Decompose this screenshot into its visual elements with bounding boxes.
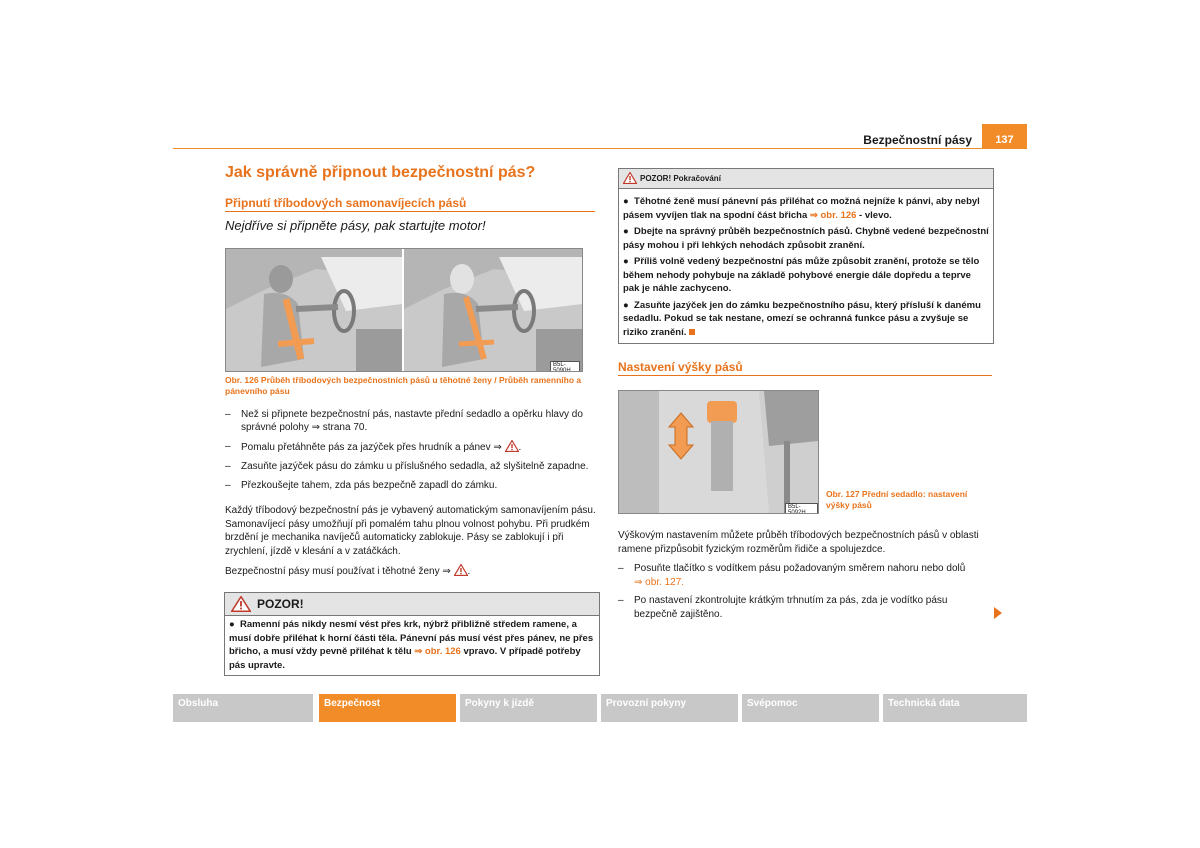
nav-tab-pokyny-k-jizde[interactable]: Pokyny k jízdě xyxy=(460,694,597,722)
header-rule xyxy=(173,148,1027,149)
bullet-icon: ● xyxy=(229,619,241,630)
nav-tab-bezpecnost[interactable]: Bezpečnost xyxy=(319,694,456,722)
figure-126 xyxy=(225,248,583,372)
figure-126-right-panel xyxy=(404,249,580,371)
figure-code: B5L-5090H xyxy=(550,361,580,372)
bullet-icon: ● xyxy=(623,256,635,267)
warning-header xyxy=(619,169,993,189)
paragraph: Výškovým nastavením můžete průběh tříbodových bezpečnostních pásů v oblasti ramene přizpůsobit fyzickým rozměrům řidiče a spolujezdce. xyxy=(618,530,979,555)
warning-title: POZOR! xyxy=(257,597,304,611)
list-item: – Než si připnete bezpečnostní pás, nastavte přední sedadlo a opěrku hlavy do správné polohy ⇒ strana 70. xyxy=(225,409,583,433)
warning-icon xyxy=(454,564,468,576)
end-of-section-icon xyxy=(689,329,695,335)
list-item: – Posuňte tlačítko s vodítkem pásu požadovaným směrem nahoru nebo dolů ⇒ obr. 127. xyxy=(618,563,966,588)
figure-126-caption: Obr. 126 Průběh tříbodových bezpečnostních pásů u těhotné ženy / Průběh ramenního a pánevního pásu xyxy=(225,375,582,396)
step-list xyxy=(618,562,992,626)
figure-reference-link[interactable]: ⇒ obr. 127. xyxy=(634,576,685,588)
subtitle-rule xyxy=(225,211,595,212)
section-subtitle: Nastavení výšky pásů xyxy=(618,360,743,374)
figure-127 xyxy=(618,390,819,514)
warning-icon xyxy=(231,596,251,612)
chapter-nav xyxy=(173,694,1027,722)
warning-title: POZOR! Pokračování xyxy=(640,174,721,183)
nav-tab-provozni-pokyny[interactable]: Provozní pokyny xyxy=(601,694,738,722)
warning-header xyxy=(225,593,599,616)
page-title: Jak správně připnout bezpečnostní pás? xyxy=(225,164,536,181)
bullet-icon: ● xyxy=(623,226,635,237)
figure-reference-link[interactable]: ⇒ obr. 126 xyxy=(809,209,857,221)
figure-code: B5L-5092H xyxy=(785,503,818,514)
list-item: ● Těhotné ženě musí pánevní pás přiléhat co možná nejníže k pánvi, aby nebyl pásem vyvíjen tlak na spodní část břicha ⇒ obr. 126 - vlevo. xyxy=(623,196,980,221)
page-number: 137 xyxy=(982,124,1027,148)
warning-text: ● Ramenní pás nikdy nesmí vést přes krk, nýbrž přibližně středem ramene, a musí dobře přiléhat k horní části těla. Pánevní pás musí vést přes pánev, ne přes břicho, a musí vždy pevně přiléhat k tělu ⇒ obr. 126 vpravo. V případě potřeby pás upravte. xyxy=(229,619,594,671)
next-page-arrow-icon[interactable] xyxy=(994,607,1002,619)
figure-reference-link[interactable]: ⇒ obr. 126 xyxy=(414,646,461,657)
list-item: ● Příliš volně vedený bezpečnostní pás může způsobit zranění, protože se tělo během nehody pohybuje na základě pohybové energie dále dopředu a teprve pak je náhle zachyceno. xyxy=(623,256,980,294)
paragraph-pregnant: Bezpečnostní pásy musí používat i těhotné ženy ⇒ . xyxy=(225,566,471,577)
list-item: ● Zasuňte jazýček jen do zámku bezpečnostního pásu, který přísluší k danému sedadlu. Pokud se tak nestane, omezí se ochranná funkce pásu a zvyšuje se riziko zranění. xyxy=(623,299,981,338)
list-item: – Po nastavení zkontrolujte krátkým trhnutím za pás, zda je vodítko pásu bezpečně zajištěno. xyxy=(618,595,948,620)
nav-tab-technicka-data[interactable]: Technická data xyxy=(883,694,1027,722)
section-subtitle: Připnutí tříbodových samonavíjecích pásů xyxy=(225,196,467,210)
step-list xyxy=(225,408,595,498)
figure-126-left-panel xyxy=(226,249,402,371)
lead-text: Nejdříve si připněte pásy, pak startujte motor! xyxy=(225,218,486,233)
paragraph: Každý tříbodový bezpečnostní pás je vybavený automatickým samonavíjením pásu. Samonavíjecí pásy umožňují při pomalém tahu plnou volnost pohybu. Při prudkém brzdění je mechanika navíječů automaticky zablokuje. Pásy se zablokují i při zrychlení, jízdě v klesání a v zatáčkách. xyxy=(225,505,596,557)
warning-box xyxy=(224,592,600,676)
list-item: – Přezkoušejte tahem, zda pás bezpečně zapadl do zámku. xyxy=(225,480,498,491)
nav-tab-svepomoc[interactable]: Svépomoc xyxy=(742,694,879,722)
warning-icon xyxy=(623,172,637,184)
warning-items xyxy=(623,195,989,342)
list-item: – Pomalu přetáhněte pás za jazýček přes hrudník a pánev ⇒ . xyxy=(225,441,522,453)
subtitle-rule xyxy=(618,375,992,376)
figure-127-caption: Obr. 127 Přední sedadlo: nastavení výšky pásů xyxy=(826,489,968,510)
list-item: ● Dbejte na správný průběh bezpečnostních pásů. Chybně vedené bezpečnostní pásy mohou i při lehkých nehodách způsobit zranění. xyxy=(623,226,989,251)
section-title: Bezpečnostní pásy xyxy=(863,133,972,147)
bullet-icon: ● xyxy=(623,196,635,207)
nav-tab-obsluha[interactable]: Obsluha xyxy=(173,694,313,722)
bullet-icon: ● xyxy=(623,299,635,311)
list-item: – Zasuňte jazýček pásu do zámku u příslušného sedadla, až slyšitelně zapadne. xyxy=(225,461,589,472)
warning-box-continued xyxy=(618,168,994,344)
warning-icon xyxy=(505,440,519,452)
